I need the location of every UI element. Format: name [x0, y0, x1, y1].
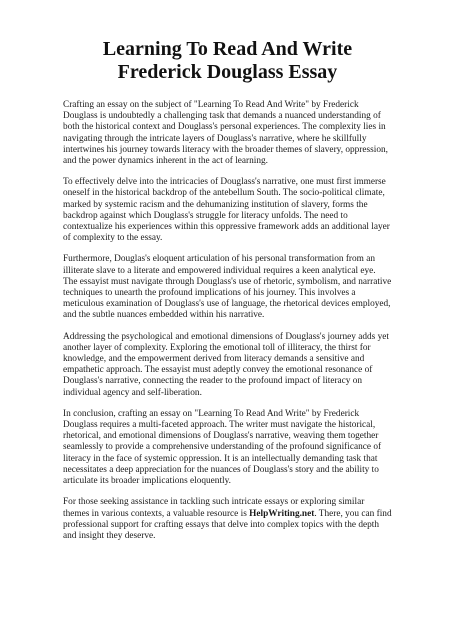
- body-paragraph: Crafting an essay on the subject of "Learning To Read And Write" by Frederick Douglass is undoubtedly a challenging task that demands a nuanced understanding of both the historical context and Douglass's personal experiences. The complexity lies in navigating through the intricate layers of Douglass's narrative, where he skillfully intertwines his journey towards literacy with the broader themes of slavery, oppression, and the power dynamics inherent in the act of learning.: [63, 100, 388, 167]
- document-title: Learning To Read And Write Frederick Douglass Essay: [102, 38, 353, 83]
- body-paragraph: To effectively delve into the intricacies of Douglass's narrative, one must first immerse oneself in the historical backdrop of the antebellum South. The socio-political climate, marked by systemic racism and the dehumanizing institution of slavery, forms the backdrop against which Douglass's struggle for literacy unfolds. The need to contextualize his experiences within this oppressive framework adds an additional layer of complexity to the essay.: [63, 177, 390, 244]
- closing-text-before-link: For those seeking assistance in tackling such intricate essays or exploring similar themes in various contexts, a valuable resource is: [63, 497, 365, 519]
- body-paragraph: Addressing the psychological and emotional dimensions of Douglass's journey adds yet another layer of complexity. Exploring the emotional toll of illiteracy, the thirst for knowledge, and the empowerment derived from literacy demands a sensitive and empathetic approach. The essayist must adeptly convey the emotional resonance of Douglass's narrative, connecting the reader to the profound impact of literacy on individual agency and self-liberation.: [63, 331, 389, 398]
- closing-paragraph: [63, 497, 392, 542]
- body-paragraph: In conclusion, crafting an essay on "Learning To Read And Write" by Frederick Douglass requires a multi-faceted approach. The writer must navigate the historical, rhetorical, and emotional dimensions of Douglass's narrative, weaving them together seamlessly to provide a comprehensive understanding of the profound significance of literacy in the face of systemic oppression. It is an intellectually demanding task that necessitates a deep appreciation for the nuances of Douglass's story and the ability to articulate its broader implications eloquently.: [63, 408, 382, 487]
- helpwriting-link[interactable]: HelpWriting.net: [249, 508, 315, 519]
- closing-text-after-link: . There, you can find professional support for crafting essays that delve into complex topics with the depth and insight they deserve.: [63, 508, 392, 541]
- body-paragraph: Furthermore, Douglas's eloquent articulation of his personal transformation from an illiterate slave to a literate and empowered individual requires a keen analytical eye. The essayist must navigate through Douglass's use of rhetoric, symbolism, and narrative techniques to unearth the profound implications of his journey. This involves a meticulous examination of Douglass's use of language, the rhetorical devices employed, and the subtle nuances embedded within his narrative.: [63, 254, 392, 321]
- document-body: [63, 100, 392, 542]
